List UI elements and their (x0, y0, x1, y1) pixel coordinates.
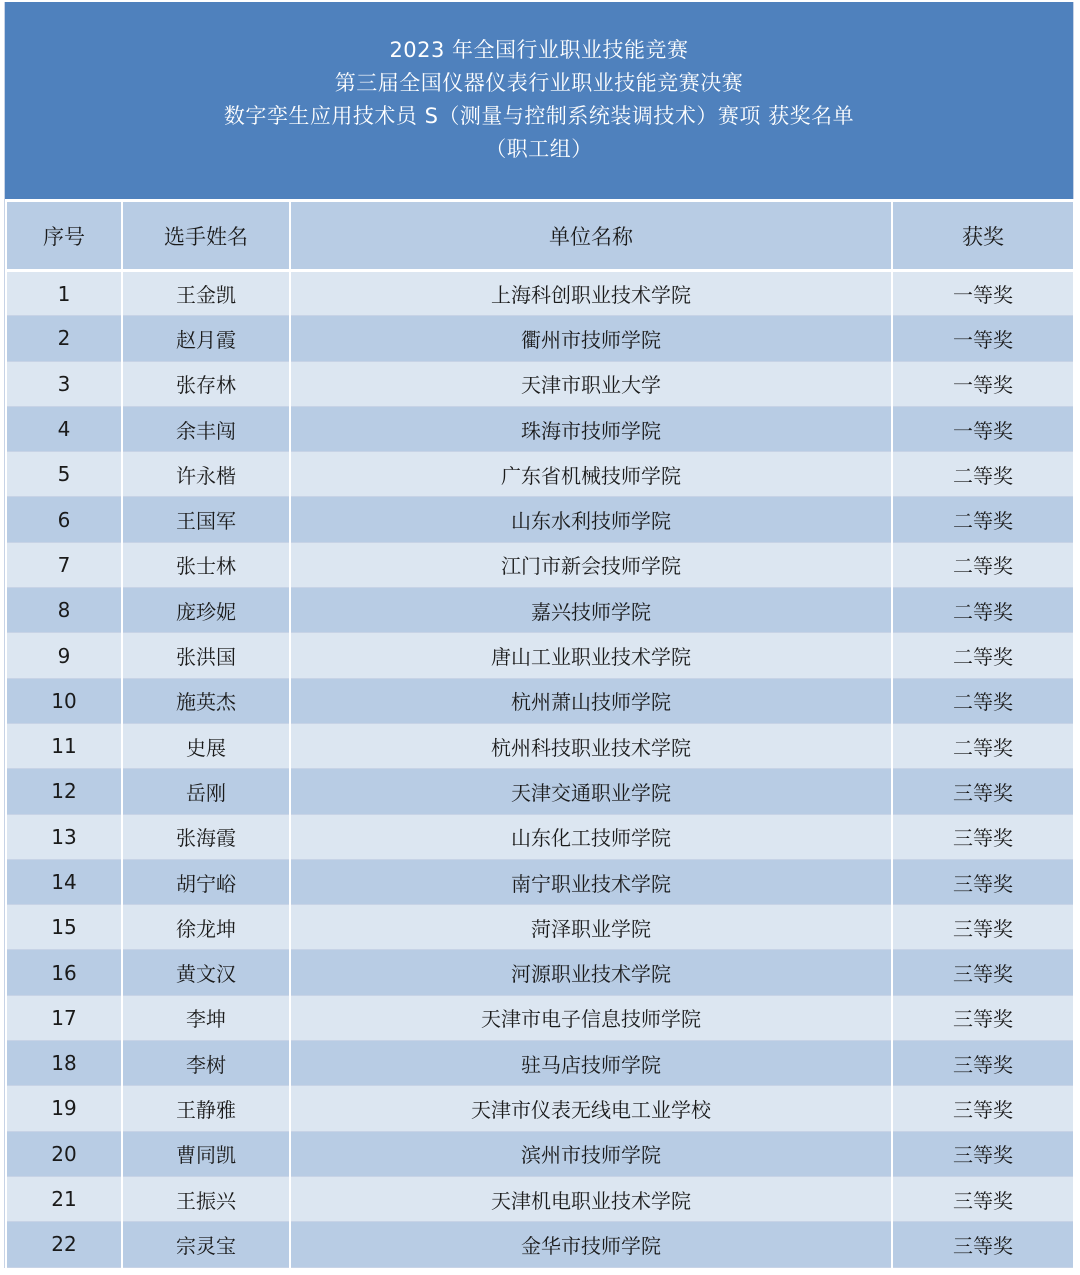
row-index: 21 (6, 1176, 122, 1221)
award-level: 三等奖 (892, 859, 1074, 904)
award-list-sheet (4, 2, 1074, 1268)
title-line-3: 数字孪生应用技术员 S（测量与控制系统装调技术）赛项 获奖名单 (223, 104, 855, 128)
table-row (6, 859, 1074, 904)
table-row (6, 542, 1074, 587)
row-index: 2 (6, 316, 122, 361)
row-index: 7 (6, 542, 122, 587)
title-block (5, 2, 1073, 199)
table-row (6, 1086, 1074, 1131)
row-index: 14 (6, 859, 122, 904)
row-index: 11 (6, 723, 122, 768)
row-index: 15 (6, 905, 122, 950)
award-level: 三等奖 (892, 1041, 1074, 1086)
unit-name: 天津机电职业技术学院 (290, 1176, 892, 1221)
contestant-name: 庞珍妮 (122, 588, 290, 633)
award-level: 二等奖 (892, 452, 1074, 497)
award-level: 三等奖 (892, 995, 1074, 1040)
header-unit: 单位名称 (290, 201, 892, 271)
row-index: 10 (6, 678, 122, 723)
unit-name: 嘉兴技师学院 (290, 588, 892, 633)
table-row (6, 950, 1074, 995)
contestant-name: 施英杰 (122, 678, 290, 723)
unit-name: 河源职业技术学院 (290, 950, 892, 995)
award-level: 二等奖 (892, 588, 1074, 633)
contestant-name: 王国军 (122, 497, 290, 542)
table-row (6, 723, 1074, 768)
header-award: 获奖 (892, 201, 1074, 271)
header-index: 序号 (6, 201, 122, 271)
table-row (6, 769, 1074, 814)
table-row (6, 1222, 1074, 1267)
row-index: 20 (6, 1131, 122, 1176)
table-row (6, 678, 1074, 723)
table-row (6, 1041, 1074, 1086)
contestant-name: 曹同凯 (122, 1131, 290, 1176)
contestant-name: 王静雅 (122, 1086, 290, 1131)
contestant-name: 史展 (122, 723, 290, 768)
award-level: 二等奖 (892, 497, 1074, 542)
contestant-name: 李树 (122, 1041, 290, 1086)
contestant-name: 宗灵宝 (122, 1222, 290, 1267)
row-index: 5 (6, 452, 122, 497)
award-level: 一等奖 (892, 271, 1074, 316)
unit-name: 珠海市技师学院 (290, 406, 892, 451)
contestant-name: 张海霞 (122, 814, 290, 859)
award-level: 三等奖 (892, 1131, 1074, 1176)
unit-name: 菏泽职业学院 (290, 905, 892, 950)
award-level: 三等奖 (892, 769, 1074, 814)
title-line-1: 2023 年全国行业职业技能竞赛 (389, 38, 689, 62)
row-index: 6 (6, 497, 122, 542)
table-row (6, 316, 1074, 361)
table-body (6, 271, 1074, 1268)
row-index: 19 (6, 1086, 122, 1131)
title-line-2: 第三届全国仪器仪表行业职业技能竞赛决赛 (334, 71, 744, 95)
award-level: 二等奖 (892, 723, 1074, 768)
row-index: 16 (6, 950, 122, 995)
unit-name: 江门市新会技师学院 (290, 542, 892, 587)
award-level: 三等奖 (892, 905, 1074, 950)
unit-name: 山东化工技师学院 (290, 814, 892, 859)
award-level: 三等奖 (892, 1086, 1074, 1131)
title-line-4: （职工组） (485, 137, 593, 161)
contestant-name: 徐龙坤 (122, 905, 290, 950)
unit-name: 杭州萧山技师学院 (290, 678, 892, 723)
contestant-name: 许永楷 (122, 452, 290, 497)
row-index: 4 (6, 406, 122, 451)
table-row (6, 814, 1074, 859)
table-row (6, 1176, 1074, 1221)
unit-name: 天津市电子信息技师学院 (290, 995, 892, 1040)
contestant-name: 李坤 (122, 995, 290, 1040)
contestant-name: 王振兴 (122, 1176, 290, 1221)
row-index: 8 (6, 588, 122, 633)
unit-name: 天津市仪表无线电工业学校 (290, 1086, 892, 1131)
row-index: 22 (6, 1222, 122, 1267)
unit-name: 山东水利技师学院 (290, 497, 892, 542)
award-level: 三等奖 (892, 814, 1074, 859)
unit-name: 衢州市技师学院 (290, 316, 892, 361)
table-row (6, 588, 1074, 633)
award-level: 二等奖 (892, 678, 1074, 723)
row-index: 13 (6, 814, 122, 859)
row-index: 17 (6, 995, 122, 1040)
award-level: 二等奖 (892, 633, 1074, 678)
contestant-name: 张洪国 (122, 633, 290, 678)
award-level: 一等奖 (892, 406, 1074, 451)
table-row (6, 995, 1074, 1040)
contestant-name: 胡宁峪 (122, 859, 290, 904)
unit-name: 广东省机械技师学院 (290, 452, 892, 497)
unit-name: 驻马店技师学院 (290, 1041, 892, 1086)
contestant-name: 赵月霞 (122, 316, 290, 361)
table-row (6, 406, 1074, 451)
unit-name: 天津交通职业学院 (290, 769, 892, 814)
award-level: 三等奖 (892, 1176, 1074, 1221)
award-level: 二等奖 (892, 542, 1074, 587)
unit-name: 杭州科技职业技术学院 (290, 723, 892, 768)
award-table (5, 199, 1075, 1268)
contestant-name: 张存林 (122, 361, 290, 406)
table-row (6, 497, 1074, 542)
contestant-name: 岳刚 (122, 769, 290, 814)
table-row (6, 905, 1074, 950)
contestant-name: 黄文汉 (122, 950, 290, 995)
award-level: 一等奖 (892, 361, 1074, 406)
contestant-name: 余丰闯 (122, 406, 290, 451)
contestant-name: 王金凯 (122, 271, 290, 316)
table-row (6, 452, 1074, 497)
unit-name: 滨州市技师学院 (290, 1131, 892, 1176)
row-index: 3 (6, 361, 122, 406)
award-level: 一等奖 (892, 316, 1074, 361)
unit-name: 上海科创职业技术学院 (290, 271, 892, 316)
unit-name: 天津市职业大学 (290, 361, 892, 406)
row-index: 1 (6, 271, 122, 316)
table-row (6, 361, 1074, 406)
contestant-name: 张士林 (122, 542, 290, 587)
award-level: 三等奖 (892, 950, 1074, 995)
unit-name: 南宁职业技术学院 (290, 859, 892, 904)
unit-name: 唐山工业职业技术学院 (290, 633, 892, 678)
unit-name: 金华市技师学院 (290, 1222, 892, 1267)
award-level: 三等奖 (892, 1222, 1074, 1267)
table-header-row (6, 201, 1074, 271)
table-row (6, 1131, 1074, 1176)
row-index: 12 (6, 769, 122, 814)
table-row (6, 633, 1074, 678)
row-index: 9 (6, 633, 122, 678)
table-row (6, 271, 1074, 316)
row-index: 18 (6, 1041, 122, 1086)
header-name: 选手姓名 (122, 201, 290, 271)
